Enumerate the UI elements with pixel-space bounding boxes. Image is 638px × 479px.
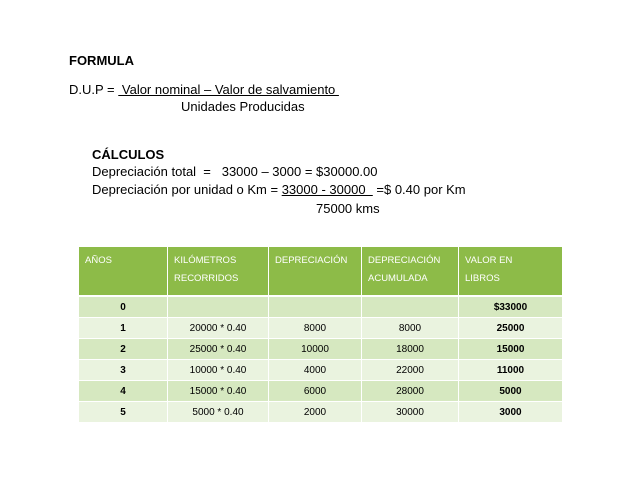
cell-ano: 3 [79, 360, 168, 381]
cell-valor-libros: $33000 [459, 296, 563, 318]
table-row [79, 402, 563, 423]
cell-acumulada: 28000 [362, 381, 459, 402]
cell-km: 5000 * 0.40 [168, 402, 269, 423]
cell-acumulada: 8000 [362, 318, 459, 339]
calculos-title: CÁLCULOS [92, 147, 165, 162]
table-row [79, 360, 563, 381]
cell-valor-libros: 15000 [459, 339, 563, 360]
calculos-line1: Depreciación total = 33000 – 3000 = $30000.00 [92, 164, 378, 179]
calculos-line2-suffix: =$ 0.40 por Km [372, 182, 466, 197]
cell-km [168, 296, 269, 318]
cell-depreciacion [269, 296, 362, 318]
formula-line [69, 82, 339, 98]
cell-ano: 0 [79, 296, 168, 318]
cell-depreciacion: 8000 [269, 318, 362, 339]
cell-depreciacion: 6000 [269, 381, 362, 402]
table-row [79, 318, 563, 339]
cell-acumulada [362, 296, 459, 318]
formula-denominator: Unidades Producidas [181, 99, 305, 114]
table-row [79, 296, 563, 318]
cell-ano: 2 [79, 339, 168, 360]
header-depreciacion: DEPRECIACIÓN [269, 247, 362, 297]
cell-km: 20000 * 0.40 [168, 318, 269, 339]
calculos-line2-prefix: Depreciación por unidad o Km = [92, 182, 282, 197]
cell-ano: 1 [79, 318, 168, 339]
cell-ano: 4 [79, 381, 168, 402]
header-valor-en-libros: VALOR EN LIBROS [459, 247, 563, 297]
cell-km: 25000 * 0.40 [168, 339, 269, 360]
formula-prefix: D.U.P = [69, 82, 115, 97]
calculos-line2-denominator: 75000 kms [316, 201, 380, 216]
cell-valor-libros: 25000 [459, 318, 563, 339]
cell-depreciacion: 4000 [269, 360, 362, 381]
cell-acumulada: 22000 [362, 360, 459, 381]
cell-valor-libros: 11000 [459, 360, 563, 381]
calculos-line2 [92, 182, 466, 198]
table-row [79, 339, 563, 360]
header-anos: AÑOS [79, 247, 168, 297]
cell-km: 10000 * 0.40 [168, 360, 269, 381]
table-row [79, 381, 563, 402]
cell-acumulada: 30000 [362, 402, 459, 423]
header-depreciacion-acumulada: DEPRECIACIÓN ACUMULADA [362, 247, 459, 297]
cell-depreciacion: 2000 [269, 402, 362, 423]
cell-ano: 5 [79, 402, 168, 423]
cell-km: 15000 * 0.40 [168, 381, 269, 402]
table-header-row [79, 247, 563, 297]
cell-valor-libros: 5000 [459, 381, 563, 402]
cell-acumulada: 18000 [362, 339, 459, 360]
header-kilometros-recorridos: KILÓMETROS RECORRIDOS [168, 247, 269, 297]
formula-numerator: Valor nominal – Valor de salvamiento [118, 82, 339, 97]
cell-depreciacion: 10000 [269, 339, 362, 360]
depreciation-table [78, 246, 563, 423]
calculos-line2-numerator: 33000 - 30000 [281, 182, 373, 197]
cell-valor-libros: 3000 [459, 402, 563, 423]
formula-title: FORMULA [69, 53, 134, 68]
